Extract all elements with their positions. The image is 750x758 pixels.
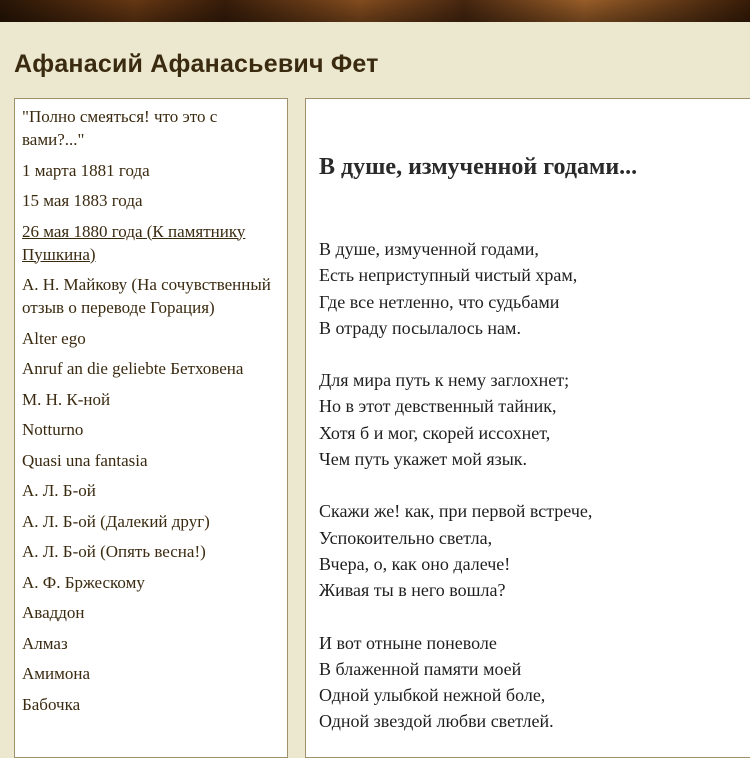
sidebar-poem-link[interactable]: 15 мая 1883 года — [22, 191, 143, 210]
sidebar-poem-link[interactable]: А. Л. Б-ой (Опять весна!) — [22, 542, 206, 561]
poem-list — [15, 99, 287, 716]
sidebar-poem-link[interactable]: Алмаз — [22, 633, 68, 653]
sidebar-poem-link[interactable]: М. Н. К-ной — [22, 389, 111, 409]
sidebar-poem-link[interactable]: А. Л. Б-ой (Далекий друг) — [22, 511, 210, 531]
poem-content — [305, 98, 750, 758]
poem-line: Но в этот девственный тайник, — [319, 396, 557, 417]
poem-list-sidebar — [14, 98, 288, 758]
poem-line: В отраду посылалось нам. — [319, 317, 521, 338]
sidebar-poem-link[interactable]: Аваддон — [22, 603, 85, 622]
sidebar-poem-link[interactable]: Anruf an die geliebte Бетховена — [22, 359, 244, 378]
poem-line: Вчера, о, как оно далече! — [319, 553, 511, 574]
sidebar-poem-link[interactable]: Alter ego — [22, 328, 86, 348]
author-title: Афанасий Афанасьевич Фет — [14, 50, 379, 78]
poem-line: Есть неприступный чистый храм, — [319, 265, 578, 286]
sidebar-poem-link[interactable]: А. Л. Б-ой — [22, 481, 96, 500]
poem-stanza — [319, 236, 592, 341]
poem-stanza — [319, 367, 592, 472]
poem-line: В душе, измученной годами, — [319, 239, 539, 259]
poem-line: В блаженной памяти моей — [319, 658, 522, 679]
sidebar-poem-link[interactable]: 1 марта 1881 года — [22, 160, 150, 180]
header-banner — [0, 0, 750, 22]
poem-line: Для мира путь к нему заглохнет; — [319, 370, 570, 391]
poem-line: И вот отныне поневоле — [319, 632, 497, 653]
poem-stanza — [319, 630, 592, 735]
poem-body — [319, 236, 592, 758]
sidebar-poem-link[interactable]: Бабочка — [22, 694, 81, 714]
poem-title: В душе, измученной годами... — [319, 154, 638, 180]
poem-line: Одной звездой любви светлей. — [319, 711, 554, 732]
sidebar-poem-link[interactable]: Амимона — [22, 664, 91, 683]
sidebar-poem-link[interactable]: А. Н. Майкову (На сочувственный отзыв о переводе Горация) — [22, 275, 271, 317]
sidebar-poem-link[interactable]: "Полно смеяться! что это с вами?..." — [22, 107, 218, 149]
poem-line: Где все нетленно, что судьбами — [319, 291, 560, 312]
banner-shade — [0, 0, 750, 22]
poem-stanza — [319, 498, 592, 603]
poem-line: Скажи же! как, при первой встрече, — [319, 501, 593, 522]
sidebar-poem-link[interactable]: А. Ф. Бржескому — [22, 572, 145, 592]
poem-line: Живая ты в него вошла? — [319, 580, 506, 601]
sidebar-poem-link[interactable]: Quasi una fantasia — [22, 450, 148, 470]
sidebar-poem-link[interactable]: 26 мая 1880 года (К памятнику Пушкина) — [22, 221, 246, 264]
poem-line: Чем путь укажет мой язык. — [319, 449, 528, 470]
sidebar-poem-link[interactable]: Notturno — [22, 420, 84, 439]
poem-line: Успокоительно светла, — [319, 527, 493, 548]
poem-line: Одной улыбкой нежной боле, — [319, 685, 546, 706]
poem-line: Хотя б и мог, скорей иссохнет, — [319, 422, 551, 443]
